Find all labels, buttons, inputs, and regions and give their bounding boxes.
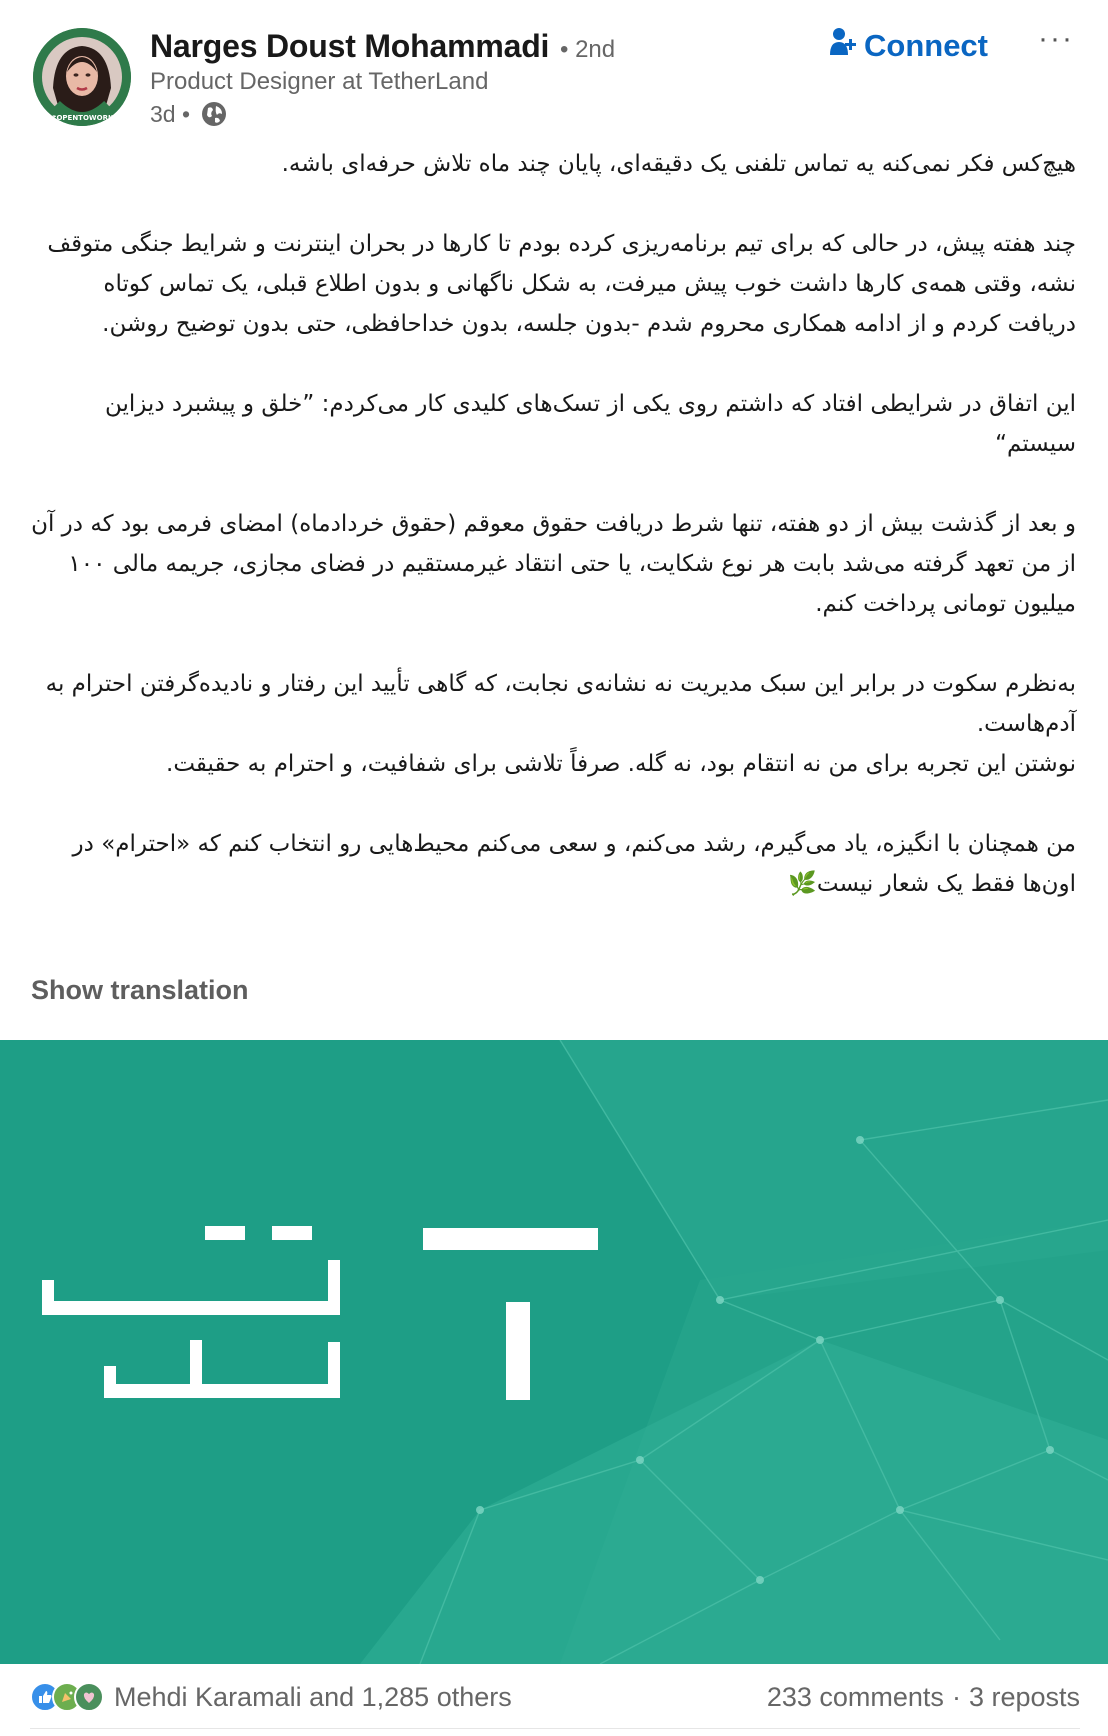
post-paragraph: چند هفته پیش، در حالی که برای تیم برنامه‌ریزی کرده بودم تا کارها در بحران اینترنت و شرایط جنگی متوقف نشه، وقتی همه‌ی کارها داشت خوب پیش میرفت، به شکل ناگهانی و بدون اطلاع قبلی، یک تماس کوتاه دریافت کردم و از ادامه همکاری محروم شدم -بدون جلسه، بدون خداحافظی، حتی بدون توضیح روشن. xyxy=(47,231,1076,337)
post-paragraph: من همچنان با انگیزه، یاد می‌گیرم، رشد می‌کنم، و سعی می‌کنم محیط‌هایی رو انتخاب کنم که «احترام» در اون‌ها فقط یک شعار نیست🌿 xyxy=(72,831,1076,897)
comments-count-link[interactable]: 233 comments xyxy=(766,1681,944,1712)
post-paragraph: و بعد از گذشت بیش از دو هفته، تنها شرط دریافت حقوق معوقم (حقوق خردادماه) امضای فرمی بود که در آن از من تعهد گرفته می‌شد بابت هر نوع شکایت، یا حتی انتقاد غیرمستقیم در فضای مجازی، جریمه مالی ۱۰۰ میلیون تومانی پرداخت کنم. xyxy=(31,511,1076,617)
reaction-icons xyxy=(30,1682,104,1712)
support-reaction-icon xyxy=(74,1682,104,1712)
author-name[interactable]: Narges Doust Mohammadi xyxy=(150,28,550,64)
post-meta xyxy=(150,100,228,128)
connect-label: Connect xyxy=(864,28,988,63)
post-paragraph: نوشتن این تجربه برای من نه انتقام بود، نه گله. صرفاً تلاشی برای شفافیت، و احترام به حقیقت. xyxy=(166,751,1076,777)
post-image[interactable] xyxy=(0,1040,1108,1664)
social-counts-bar xyxy=(30,1672,1080,1722)
add-person-icon xyxy=(830,27,856,65)
post-time: 3d • xyxy=(150,100,191,127)
globe-icon xyxy=(200,100,228,128)
connection-degree: • 2nd xyxy=(560,36,616,63)
author-headline: Product Designer at TetherLand xyxy=(150,68,489,95)
author-avatar[interactable] xyxy=(33,28,131,126)
connect-button[interactable] xyxy=(830,26,988,66)
show-translation-link[interactable]: Show translation xyxy=(31,975,249,1005)
open-to-work-badge: #OPENTOWORK xyxy=(50,114,114,122)
engagement-counts xyxy=(767,1682,1080,1713)
post-paragraph: به‌نظرم سکوت در برابر این سبک مدیریت نه نشانه‌ی نجابت، که گاهی تأیید این رفتار و نادیده‌گرفتن احترام به آدم‌هاست. xyxy=(45,671,1076,737)
post-paragraph: هیچ‌کس فکر نمی‌کنه یه تماس تلفنی یک دقیقه‌ای، پایان چند ماه تلاش حرفه‌ای باشه. xyxy=(281,151,1076,177)
reactions-count-text: Mehdi Karamali and 1,285 others xyxy=(114,1681,512,1712)
post-body xyxy=(30,144,1076,944)
reactions-summary[interactable] xyxy=(30,1682,512,1713)
separator: · xyxy=(951,1681,961,1712)
tetherland-logo xyxy=(40,1180,630,1420)
footer-divider xyxy=(30,1728,1080,1729)
more-options-icon[interactable]: ··· xyxy=(1038,22,1074,55)
reposts-count-link[interactable]: 3 reposts xyxy=(968,1681,1080,1712)
post-paragraph: این اتفاق در شرایطی افتاد که داشتم روی یکی از تسک‌های کلیدی کار می‌کردم: ”خلق و پیشبرد دیزاین سیستم“ xyxy=(104,391,1076,457)
